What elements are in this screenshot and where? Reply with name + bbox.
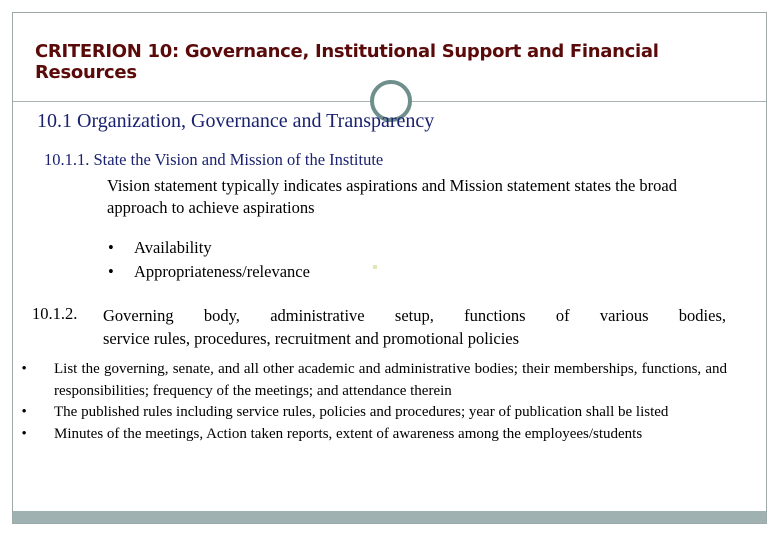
subsection-number-10-1-2: 10.1.2. bbox=[32, 304, 78, 323]
subsection-heading-10-1-1: 10.1.1. State the Vision and Mission of the Institute bbox=[44, 150, 384, 169]
slide-title: CRITERION 10: Governance, Institutional Support and Financial Resources bbox=[35, 41, 659, 83]
bullet-icon: • bbox=[108, 238, 114, 257]
bullet-text: Availability bbox=[134, 238, 212, 257]
subsection-line-1: Governing body, administrative setup, functions of various bodies, bbox=[103, 306, 726, 325]
vision-mission-paragraph: Vision statement typically indicates aspirations and Mission statement states the broad approach to achieve aspirations bbox=[107, 176, 677, 217]
bullet-text: The published rules including service rules, policies and procedures; year of publication shall be listed bbox=[54, 404, 669, 420]
bullet-icon: • bbox=[108, 262, 114, 281]
list-item bbox=[14, 359, 727, 402]
subsection-line-2: service rules, procedures, recruitment and promotional policies bbox=[103, 329, 520, 348]
bullet-icon: • bbox=[14, 425, 27, 442]
bullet-icon: • bbox=[14, 361, 27, 377]
list-item bbox=[108, 260, 310, 284]
section-title: 10.1 Organization, Governance and Transparency bbox=[37, 110, 435, 132]
bullet-text: Minutes of the meetings, Action taken reports, extent of awareness among the employees/students bbox=[54, 425, 643, 442]
small-marker-icon bbox=[373, 265, 377, 269]
requirements-list bbox=[14, 359, 727, 445]
footer-band bbox=[13, 511, 766, 523]
bullet-text: Appropriateness/relevance bbox=[134, 262, 310, 281]
vision-bullets bbox=[108, 236, 310, 284]
list-item bbox=[14, 424, 727, 446]
bullet-text: List the governing, senate, and all other academic and administrative bodies; their memberships, functions, and responsibilities; frequency of the meetings; and attendance therein bbox=[54, 361, 727, 399]
list-item bbox=[108, 236, 310, 260]
list-item bbox=[14, 402, 727, 424]
bullet-icon: • bbox=[14, 404, 27, 420]
subsection-heading-10-1-2 bbox=[103, 304, 726, 350]
